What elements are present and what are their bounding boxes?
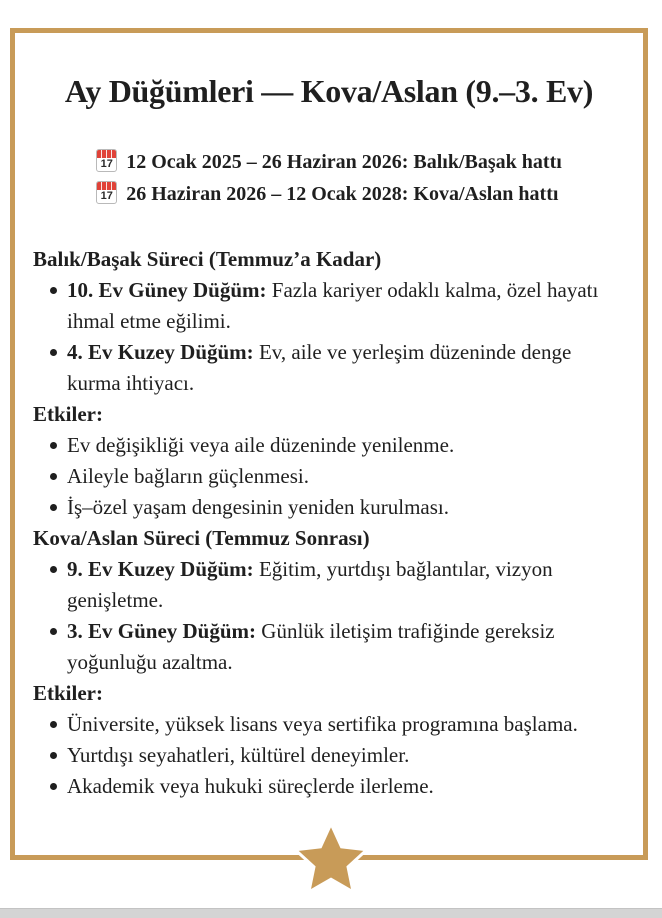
list-item <box>50 554 627 616</box>
star-icon-svg <box>297 824 365 892</box>
date-line <box>96 146 562 178</box>
list-item-text: 9. Ev Kuzey Düğüm: Eğitim, yurtdışı bağlantılar, vizyon genişletme. <box>67 557 553 612</box>
date-range-lines <box>96 146 562 210</box>
list-item-text: 3. Ev Güney Düğüm: Günlük iletişim trafiğinde gereksiz yoğunluğu azaltma. <box>67 619 555 674</box>
calendar-icon <box>96 181 117 204</box>
list-item <box>50 709 627 740</box>
date-text: 12 Ocak 2025 – 26 Haziran 2026: Balık/Başak hattı <box>126 151 562 173</box>
list-item-lead: 9. Ev Kuzey Düğüm: <box>67 557 254 581</box>
list-item-lead: 3. Ev Güney Düğüm: <box>67 619 257 643</box>
list-item <box>50 616 627 678</box>
section-heading: Kova/Aslan Süreci (Temmuz Sonrası) <box>33 526 370 550</box>
calendar-icon-header <box>97 150 116 158</box>
section-heading: Balık/Başak Süreci (Temmuz’a Kadar) <box>33 247 382 271</box>
page-title: Ay Düğümleri — Kova/Aslan (9.–3. Ev) <box>64 73 594 109</box>
date-line <box>96 178 562 210</box>
bullet-icon <box>50 566 57 573</box>
list-item-text: İş–özel yaşam dengesinin yeniden kurulması. <box>67 495 449 519</box>
list-item <box>50 771 627 802</box>
list-item <box>50 461 627 492</box>
calendar-icon-day: 17 <box>100 190 113 202</box>
section-heading: Etkiler: <box>33 681 103 705</box>
bullet-icon <box>50 504 57 511</box>
bullet-icon <box>50 783 57 790</box>
list-item-text: Aileyle bağların güçlenmesi. <box>67 464 310 488</box>
calendar-icon-day: 17 <box>100 158 113 170</box>
bullet-icon <box>50 721 57 728</box>
star-icon <box>297 824 365 892</box>
calendar-icon-header <box>97 182 116 190</box>
date-range-block <box>15 146 643 210</box>
bottom-edge-bar <box>0 908 662 918</box>
date-text: 26 Haziran 2026 – 12 Ocak 2028: Kova/Aslan hattı <box>126 183 559 205</box>
document-body <box>15 244 643 802</box>
list-item-lead: 4. Ev Kuzey Düğüm: <box>67 340 254 364</box>
list-item <box>50 275 627 337</box>
list-item <box>50 492 627 523</box>
bullet-icon <box>50 442 57 449</box>
section-heading: Etkiler: <box>33 402 103 426</box>
content-frame <box>10 28 648 860</box>
list-item-lead: 10. Ev Güney Düğüm: <box>67 278 267 302</box>
list-item-text: Yurtdışı seyahatleri, kültürel deneyimler. <box>67 743 410 767</box>
list-item <box>50 337 627 399</box>
list-item-text: Akademik veya hukuki süreçlerde ilerleme. <box>67 774 434 798</box>
bullet-icon <box>50 349 57 356</box>
list-item <box>50 740 627 771</box>
list-item <box>50 430 627 461</box>
bullet-icon <box>50 287 57 294</box>
list-item-text: 10. Ev Güney Düğüm: Fazla kariyer odaklı kalma, özel hayatı ihmal etme eğilimi. <box>67 278 599 333</box>
bullet-icon <box>50 628 57 635</box>
calendar-icon <box>96 149 117 172</box>
list-item-text: Üniversite, yüksek lisans veya sertifika programına başlama. <box>67 712 578 736</box>
bullet-icon <box>50 473 57 480</box>
list-item-text: 4. Ev Kuzey Düğüm: Ev, aile ve yerleşim düzeninde denge kurma ihtiyacı. <box>67 340 572 395</box>
list-item-text: Ev değişikliği veya aile düzeninde yenilenme. <box>67 433 455 457</box>
bullet-icon <box>50 752 57 759</box>
